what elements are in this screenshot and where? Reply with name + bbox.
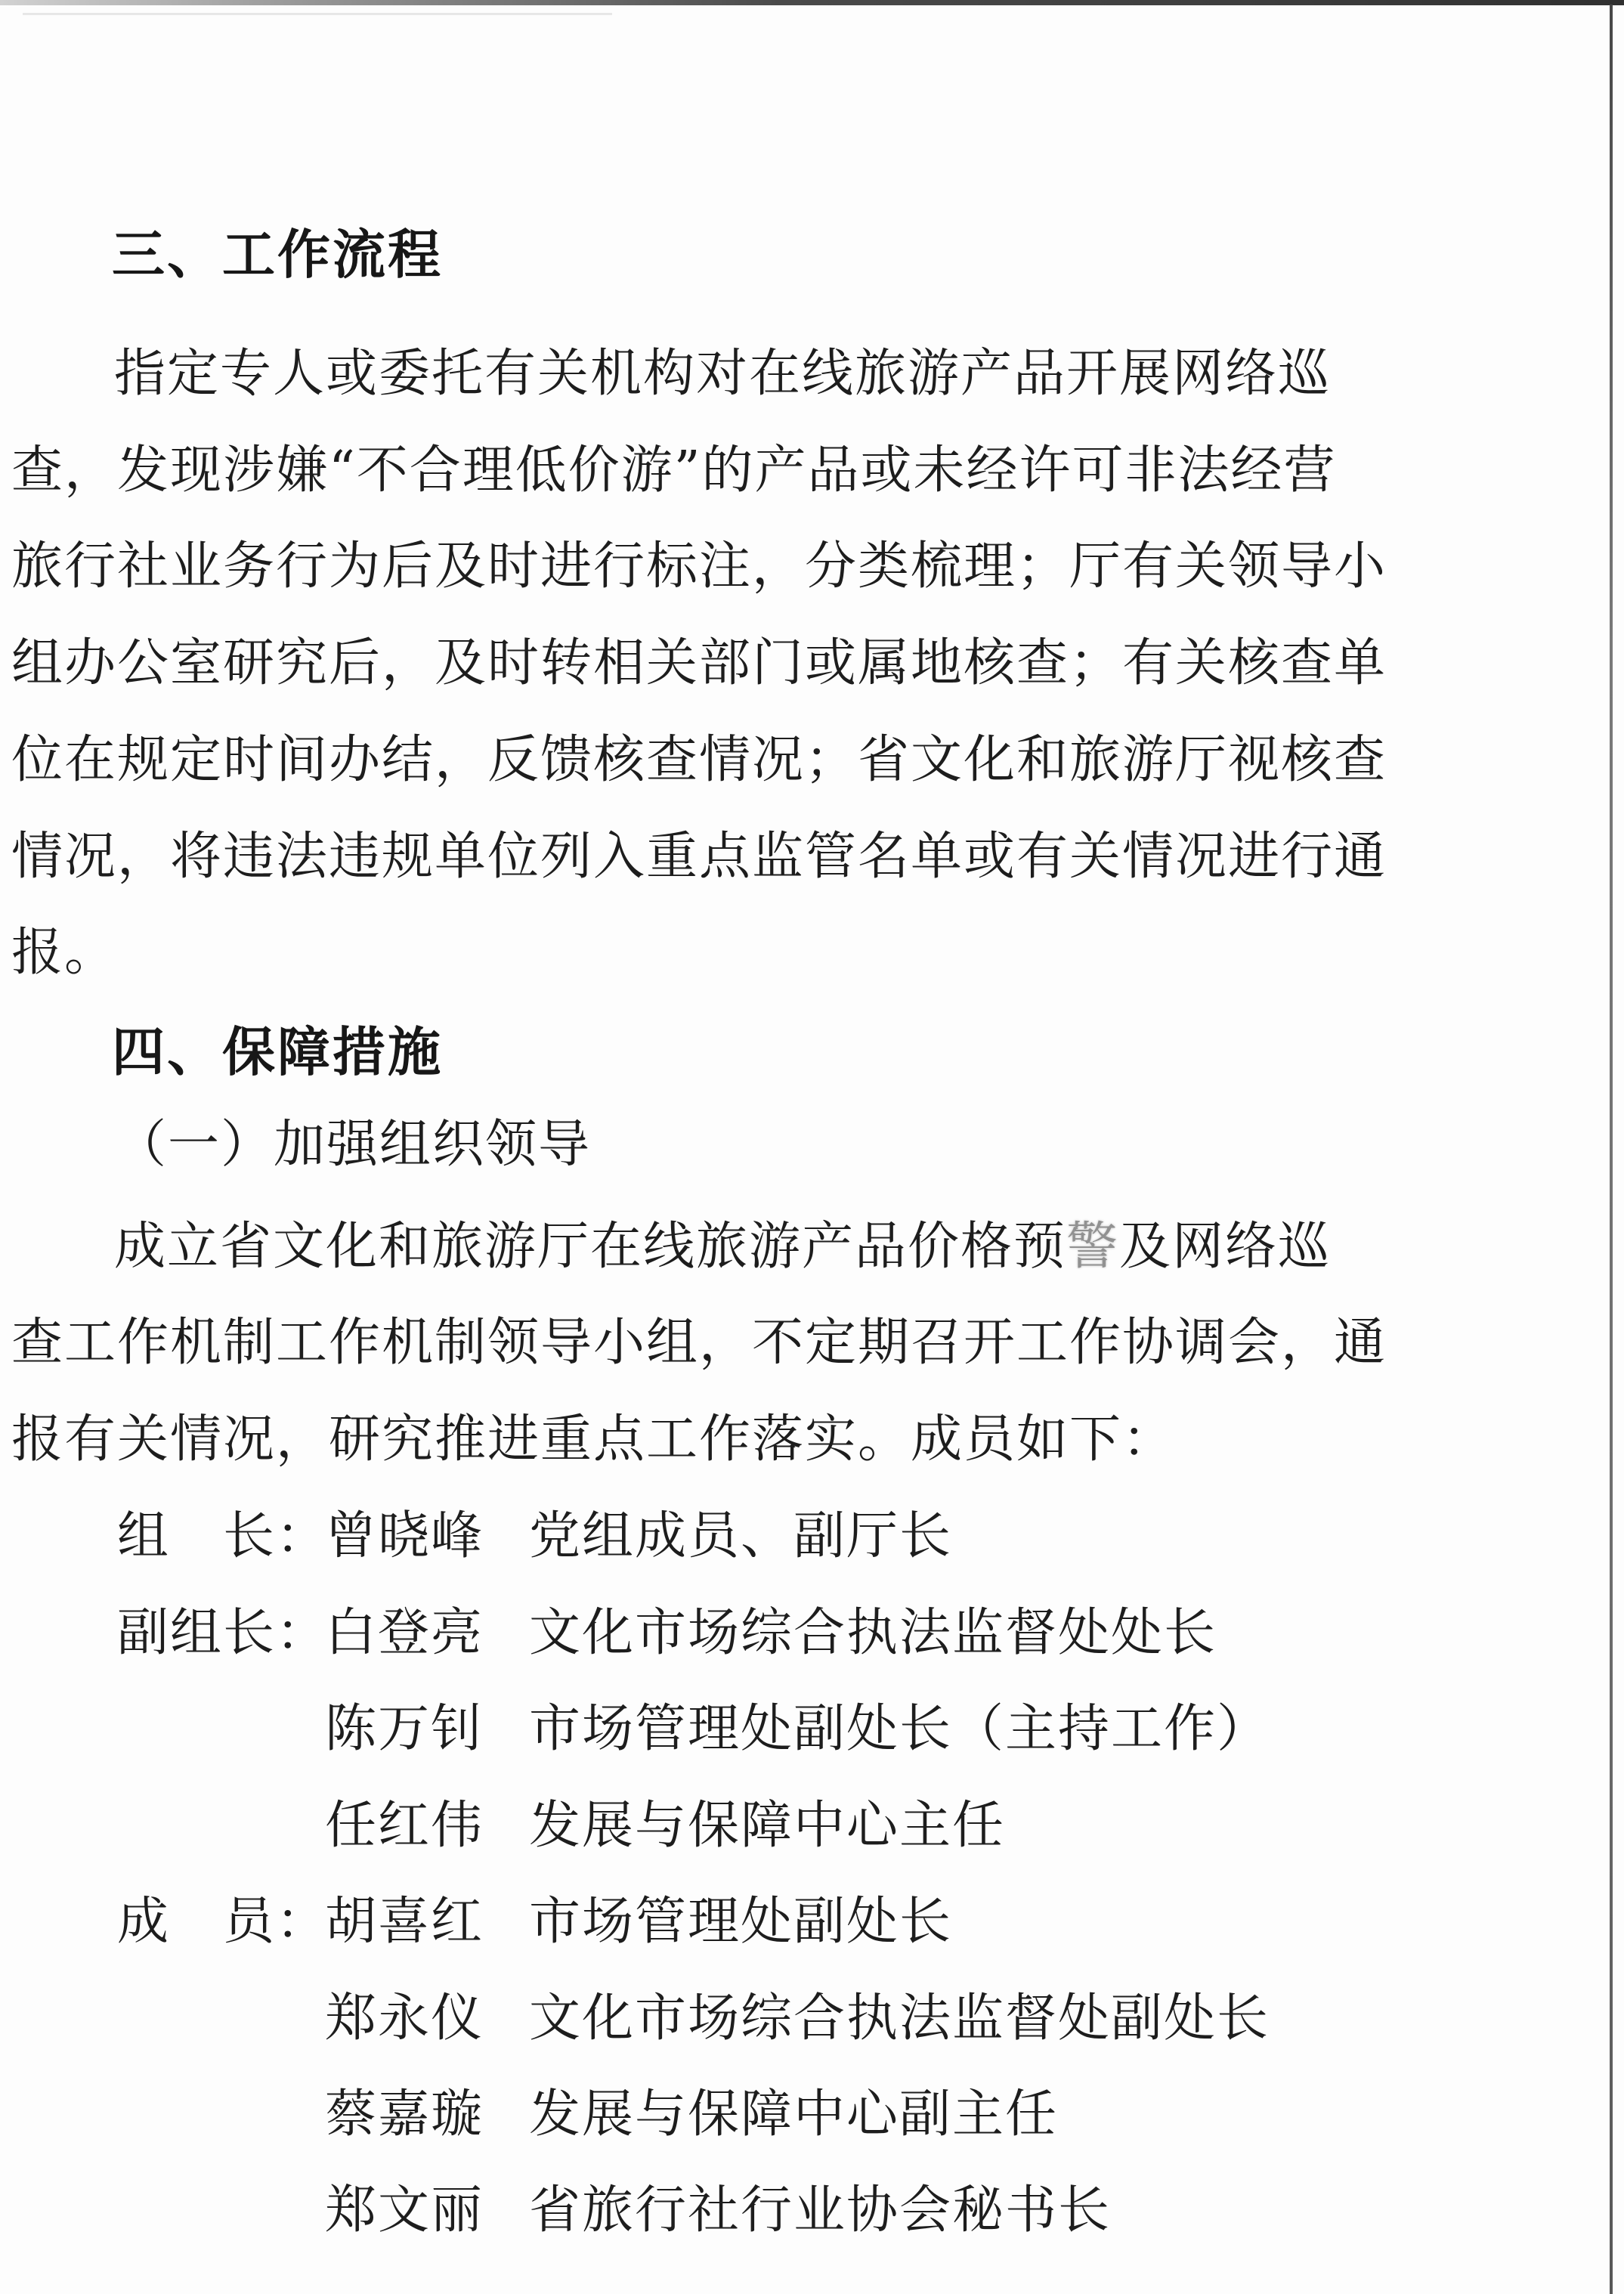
- roster-row: [0, 1778, 1624, 1875]
- roster-person-title: 党组成员、副厅长: [529, 1506, 953, 1566]
- roster-row: [0, 1970, 1624, 2067]
- roster-person-title: 市场管理处副处长（主持工作）: [529, 1699, 1270, 1759]
- roster-person-title: 文化市场综合执法监督处副处长: [529, 1989, 1270, 2048]
- paragraph-line: 报。: [11, 923, 118, 983]
- roster-role-label: 成 员：: [117, 1892, 329, 1952]
- roster-person-title: 文化市场综合执法监督处处长: [529, 1603, 1217, 1663]
- roster-person-title: 发展与保障中心主任: [529, 1796, 1006, 1856]
- paragraph-line: 查，发现涉嫌“不合理低价游”的产品或未经许可非法经营: [11, 441, 1337, 500]
- section-three-heading: 三、工作流程: [112, 224, 443, 286]
- roster-person-title: 市场管理处副处长: [529, 1892, 953, 1952]
- section-four-heading: 四、保障措施: [112, 1021, 443, 1083]
- paragraph-text-segment: 成立省文化和旅游厅在线旅游产品价格预: [114, 1217, 1067, 1277]
- roster-role-label: 副组长：: [117, 1603, 329, 1663]
- scan-top-edge-artifact: [0, 0, 1624, 5]
- roster-row: [0, 1874, 1624, 1970]
- roster-row: [0, 2162, 1624, 2259]
- roster-row: [0, 1681, 1624, 1778]
- roster-row: [0, 2066, 1624, 2163]
- roster-person-name: 郑文丽: [325, 2181, 484, 2240]
- roster-person-title: 发展与保障中心副主任: [529, 2085, 1059, 2144]
- faded-scan-character: 警: [1066, 1217, 1120, 1277]
- paragraph-text-segment: 及网络巡: [1119, 1217, 1332, 1277]
- roster-person-name: 蔡嘉璇: [325, 2085, 484, 2144]
- roster-person-name: 白登亮: [325, 1603, 484, 1663]
- paragraph-line: 位在规定时间办结，反馈核查情况；省文化和旅游厅视核查: [11, 730, 1387, 790]
- roster-person-name: 任红伟: [325, 1796, 484, 1856]
- roster-person-name: 曾晓峰: [325, 1506, 484, 1566]
- roster-row: [0, 1488, 1624, 1585]
- paragraph-line: 情况，将违法违规单位列入重点监管名单或有关情况进行通: [11, 827, 1387, 887]
- paragraph-line: 组办公室研究后，及时转相关部门或属地核查；有关核查单: [11, 633, 1387, 693]
- paragraph-line: 旅行社业务行为后及时进行标注，分类梳理；厅有关领导小: [11, 537, 1387, 596]
- paragraph-line: 查工作机制工作机制领导小组，不定期召开工作协调会，通: [11, 1313, 1387, 1373]
- paragraph-line: 报有关情况，研究推进重点工作落实。成员如下：: [11, 1410, 1176, 1469]
- roster-person-name: 陈万钊: [325, 1699, 484, 1759]
- roster-person-name: 郑永仪: [325, 1989, 484, 2048]
- paragraph-line: [11, 1199, 1331, 1296]
- roster-role-label: 组 长：: [117, 1506, 329, 1566]
- roster-row: [0, 1585, 1624, 1682]
- section-four-subheading: （一）加强组织领导: [115, 1115, 592, 1175]
- scan-top-edge-faint-artifact: [23, 13, 612, 15]
- roster-person-name: 胡喜红: [325, 1892, 484, 1952]
- paragraph-line: 指定专人或委托有关机构对在线旅游产品开展网络巡: [114, 344, 1332, 404]
- roster-person-title: 省旅行社行业协会秘书长: [529, 2181, 1112, 2240]
